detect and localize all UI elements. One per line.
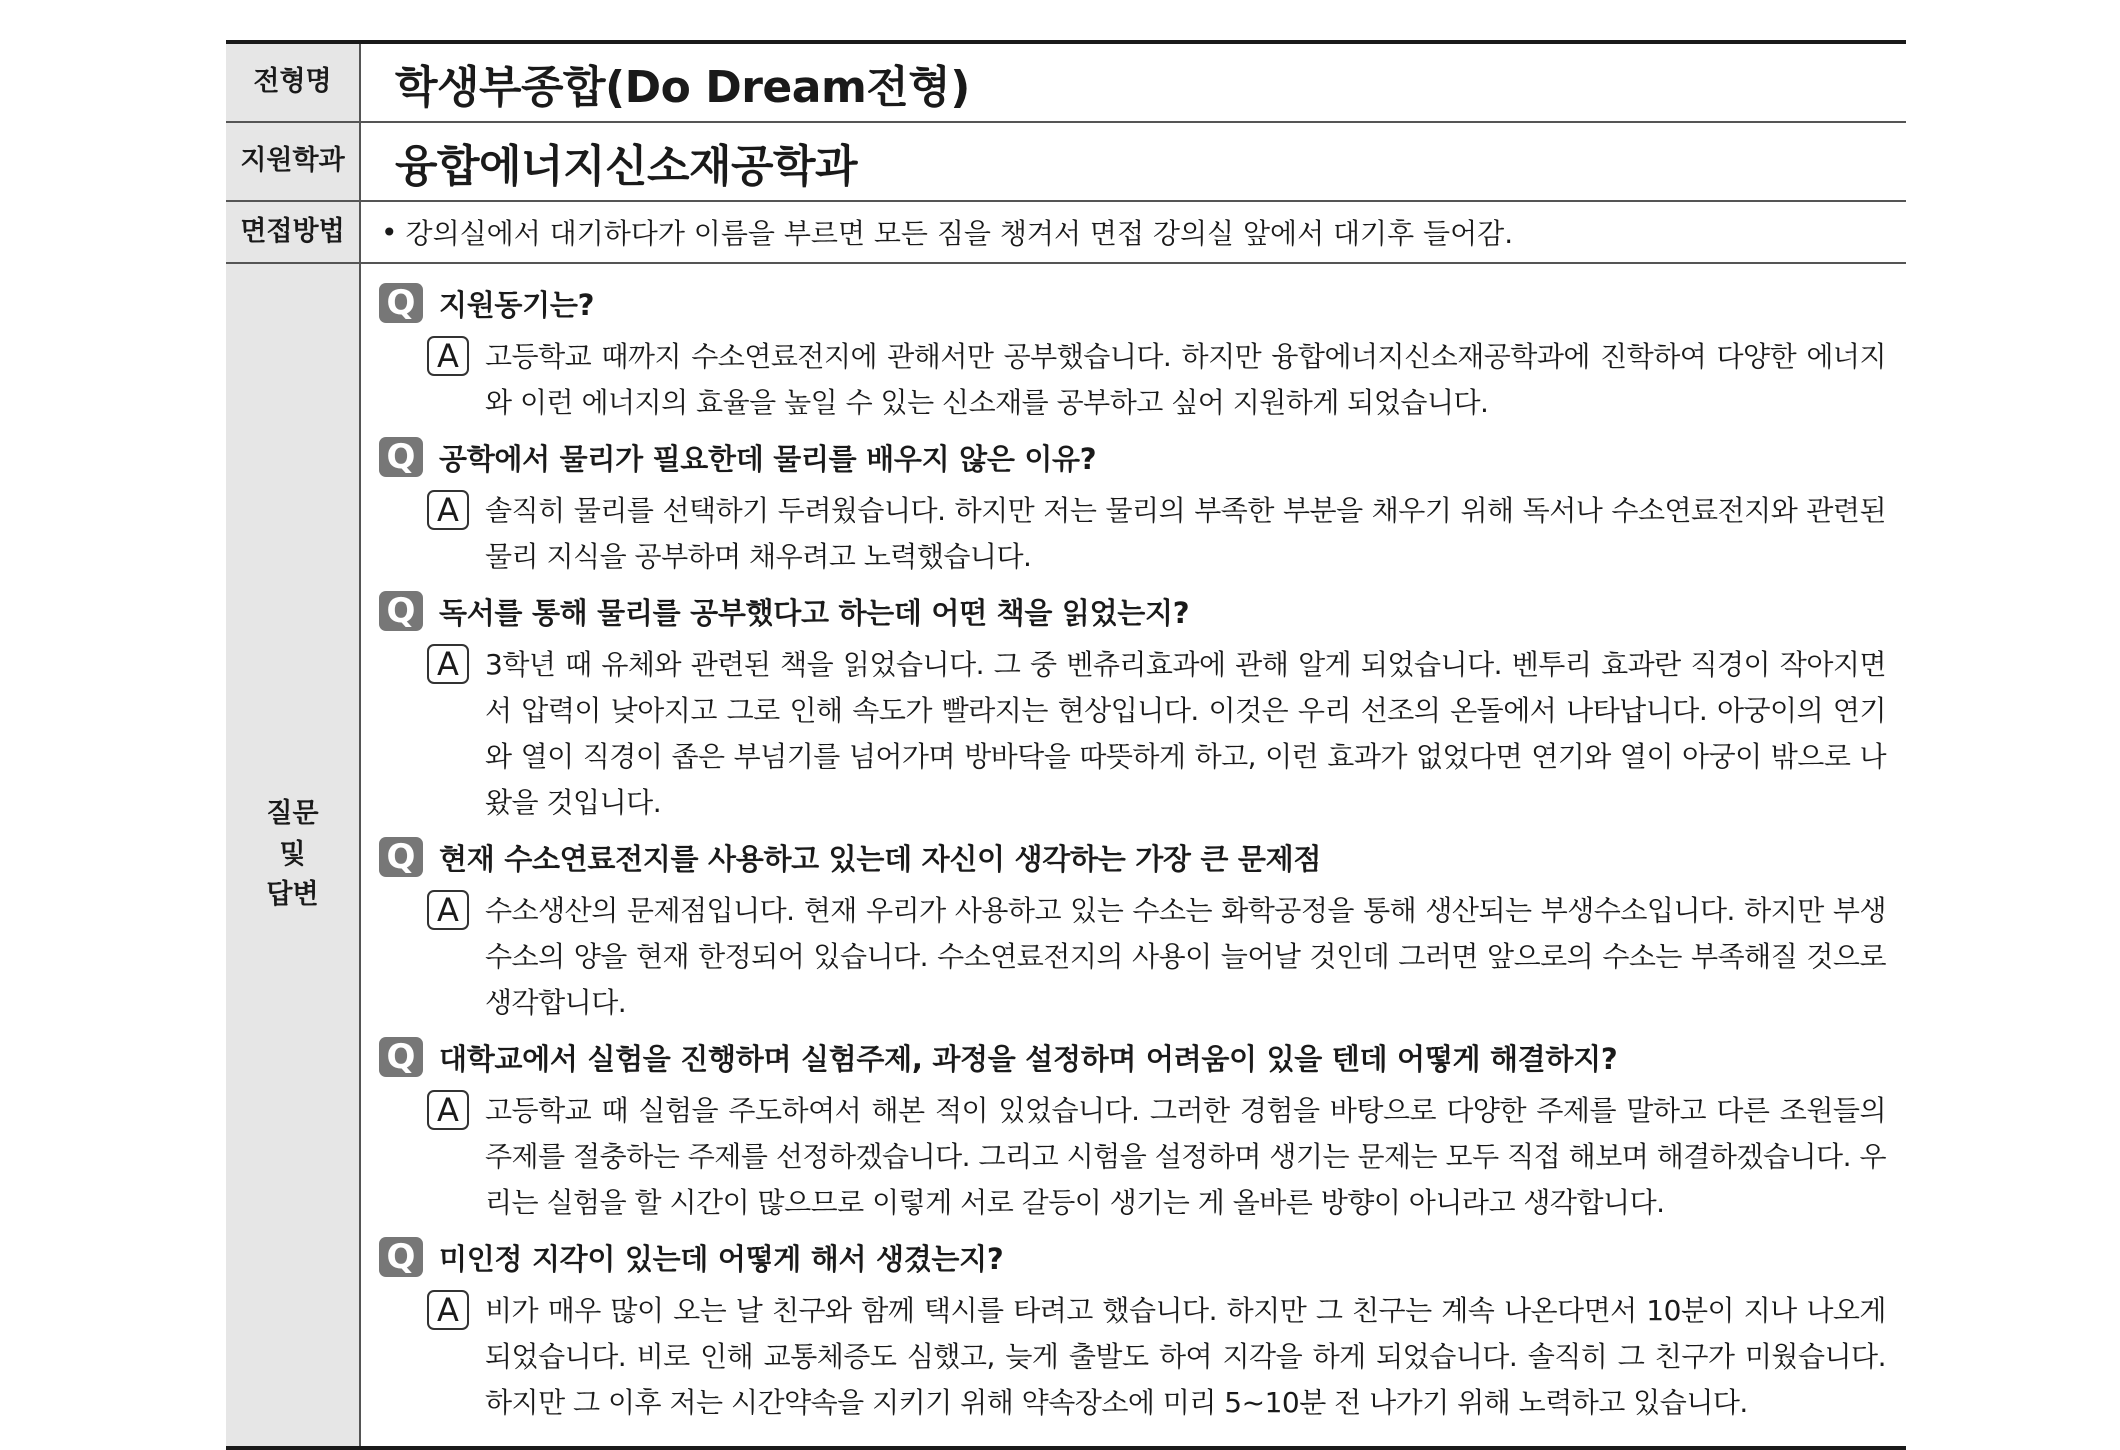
question-badge-icon: Q	[379, 283, 423, 323]
qa-item	[379, 280, 1886, 426]
interview-method-row	[226, 202, 1906, 264]
interview-record-table	[226, 40, 1906, 1450]
answer-text: 고등학교 때까지 수소연료전지에 관해서만 공부했습니다. 하지만 융합에너지신소재공학과에 진학하여 다양한 에너지와 이런 에너지의 효율을 높일 수 있는 신소재를 공부하고 싶어 지원하게 되었습니다.	[485, 340, 1886, 419]
question-text: 지원동기는?	[439, 287, 595, 322]
question-badge-icon: Q	[379, 837, 423, 877]
department-value: 융합에너지신소재공학과	[395, 140, 858, 192]
question-text: 현재 수소연료전지를 사용하고 있는데 자신이 생각하는 가장 큰 문제점	[439, 841, 1322, 876]
answer-badge-icon: A	[427, 890, 469, 930]
qa-item	[379, 834, 1886, 1026]
questions-answers-row	[226, 264, 1906, 1446]
question-line	[379, 588, 1886, 634]
answer-line	[427, 488, 1886, 580]
admission-type-label: 전형명	[226, 44, 361, 121]
answer-line	[427, 888, 1886, 1026]
answer-text: 3학년 때 유체와 관련된 책을 읽었습니다. 그 중 벤츄리효과에 관해 알게 되었습니다. 벤투리 효과란 직경이 작아지면서 압력이 낮아지고 그로 인해 속도가 빨라지는 현상입니다. 이것은 우리 선조의 온돌에서 나타납니다. 아궁이의 연기와 열이 직경이 좁은 부넘기를 넘어가며 방바닥을 따뜻하게 하고, 이런 효과가 없었다면 연기와 열이 아궁이 밖으로 나왔을 것입니다.	[485, 648, 1886, 819]
question-text: 공학에서 물리가 필요한데 물리를 배우지 않은 이유?	[439, 441, 1097, 476]
answer-line	[427, 1088, 1886, 1226]
answer-badge-icon: A	[427, 490, 469, 530]
department-row	[226, 123, 1906, 202]
qa-item	[379, 1234, 1886, 1426]
questions-answers-label: 질문 및 답변	[266, 798, 319, 911]
answer-badge-icon: A	[427, 336, 469, 376]
questions-answers-label-cell	[226, 264, 361, 1446]
answer-text: 비가 매우 많이 오는 날 친구와 함께 택시를 타려고 했습니다. 하지만 그 친구는 계속 나온다면서 10분이 지나 나오게 되었습니다. 비로 인해 교통체증도 심했고, 늦게 출발도 하여 지각을 하게 되었습니다. 솔직히 그 친구가 미웠습니다. 하지만 그 이후 저는 시간약속을 지키기 위해 약속장소에 미리 5~10분 전 나가기 위해 노력하고 있습니다.	[485, 1294, 1886, 1419]
question-line	[379, 280, 1886, 326]
answer-text: 솔직히 물리를 선택하기 두려웠습니다. 하지만 저는 물리의 부족한 부분을 채우기 위해 독서나 수소연료전지와 관련된 물리 지식을 공부하며 채우려고 노력했습니다.	[485, 494, 1886, 573]
question-badge-icon: Q	[379, 1037, 423, 1077]
answer-line	[427, 1288, 1886, 1426]
interview-method-label: 면접방법	[226, 202, 361, 262]
question-line	[379, 834, 1886, 880]
department-label: 지원학과	[226, 123, 361, 200]
qa-item	[379, 434, 1886, 580]
admission-type-value: 학생부종합(Do Dream전형)	[395, 61, 970, 113]
interview-method-value-cell	[361, 202, 1906, 262]
answer-badge-icon: A	[427, 1090, 469, 1130]
question-badge-icon: Q	[379, 1237, 423, 1277]
question-text: 미인정 지각이 있는데 어떻게 해서 생겼는지?	[439, 1241, 1004, 1276]
qa-item	[379, 1034, 1886, 1226]
question-line	[379, 1034, 1886, 1080]
question-text: 독서를 통해 물리를 공부했다고 하는데 어떤 책을 읽었는지?	[439, 595, 1190, 630]
question-badge-icon: Q	[379, 591, 423, 631]
answer-text: 수소생산의 문제점입니다. 현재 우리가 사용하고 있는 수소는 화학공정을 통해 생산되는 부생수소입니다. 하지만 부생수소의 양을 현재 한정되어 있습니다. 수소연료전지의 사용이 늘어날 것인데 그러면 앞으로의 수소는 부족해질 것으로 생각합니다.	[485, 894, 1886, 1019]
answer-badge-icon: A	[427, 1290, 469, 1330]
answer-line	[427, 642, 1886, 826]
admission-type-row	[226, 44, 1906, 123]
question-text: 대학교에서 실험을 진행하며 실험주제, 과정을 설정하며 어려움이 있을 텐데 어떻게 해결하지?	[439, 1041, 1618, 1076]
answer-badge-icon: A	[427, 644, 469, 684]
interview-method-value: 강의실에서 대기하다가 이름을 부르면 모든 짐을 챙겨서 면접 강의실 앞에서 대기후 들어감.	[405, 217, 1514, 250]
question-line	[379, 434, 1886, 480]
bullet-icon: •	[381, 215, 398, 249]
question-badge-icon: Q	[379, 437, 423, 477]
admission-type-value-cell	[361, 44, 1906, 121]
question-line	[379, 1234, 1886, 1280]
qa-item	[379, 588, 1886, 826]
questions-answers-list	[361, 264, 1906, 1446]
answer-line	[427, 334, 1886, 426]
department-value-cell	[361, 123, 1906, 200]
answer-text: 고등학교 때 실험을 주도하여서 해본 적이 있었습니다. 그러한 경험을 바탕으로 다양한 주제를 말하고 다른 조원들의 주제를 절충하는 주제를 선정하겠습니다. 그리고 시험을 설정하며 생기는 문제는 모두 직접 해보며 해결하겠습니다. 우리는 실험을 할 시간이 많으므로 이렇게 서로 갈등이 생기는 게 올바른 방향이 아니라고 생각합니다.	[485, 1094, 1886, 1219]
